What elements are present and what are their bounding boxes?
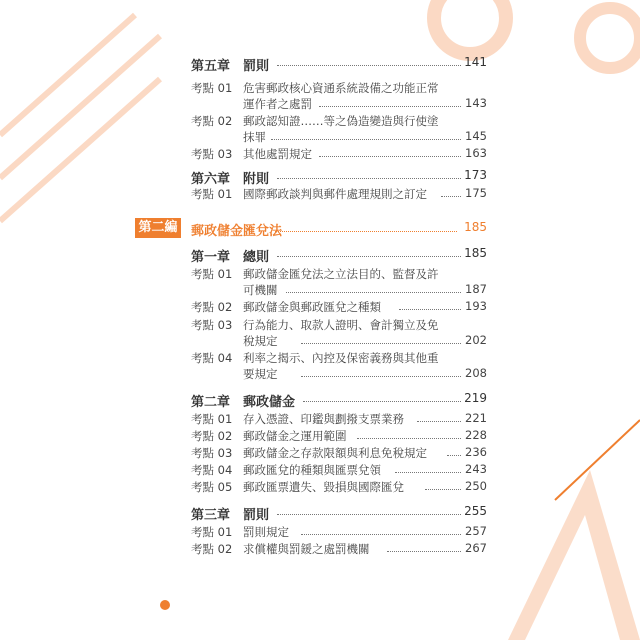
dot-leader [277, 178, 461, 179]
toc-entry[interactable] [191, 113, 487, 129]
toc-entry[interactable] [191, 317, 487, 333]
chapter-number: 第六章 [191, 172, 231, 187]
toc-entry[interactable] [191, 541, 487, 557]
chapter-number: 第二章 [191, 395, 231, 410]
dot-leader [441, 196, 461, 197]
page-number: 228 [465, 428, 487, 442]
dot-leader [301, 376, 461, 377]
toc-entry[interactable] [191, 524, 487, 540]
page-number: 267 [465, 541, 487, 555]
part-title: 郵政儲金匯兌法 [191, 224, 283, 239]
entry-title-cont: 可機關 [243, 283, 278, 297]
dot-leader [301, 343, 461, 344]
point-number: 考點 02 [191, 429, 233, 443]
dot-leader [277, 65, 461, 66]
toc-entry-continuation[interactable] [191, 129, 487, 145]
page-number: 257 [465, 524, 487, 538]
point-number: 考點 02 [191, 542, 233, 556]
chapter-number: 第五章 [191, 59, 231, 74]
entry-title: 郵政匯票遺失、毀損與國際匯兌 [243, 480, 404, 494]
chapter-3[interactable] [191, 504, 487, 523]
page-number: 141 [464, 55, 487, 69]
entry-title: 郵政儲金匯兌法之立法目的、監督及許 [243, 267, 439, 281]
page-number: 185 [464, 246, 487, 260]
dot-leader [271, 139, 461, 140]
entry-title: 求償權與罰鍰之處罰機關 [243, 542, 370, 556]
entry-title: 郵政認知證……等之偽造變造與行使塗 [243, 114, 439, 128]
dot-leader [319, 106, 461, 107]
toc-entry[interactable] [191, 299, 487, 315]
page-number: 145 [465, 129, 487, 143]
dot-leader [425, 489, 461, 490]
dot-leader [301, 534, 461, 535]
toc-entry[interactable] [191, 146, 487, 162]
point-number: 考點 02 [191, 300, 233, 314]
part-badge: 第二編 [135, 218, 181, 238]
dot-leader [286, 292, 461, 293]
entry-title: 郵政儲金之存款限額與利息免稅規定 [243, 446, 427, 460]
dot-leader [277, 256, 461, 257]
entry-title: 國際郵政談判與郵件處理規則之訂定 [243, 187, 427, 201]
chapter-title: 附則 [243, 172, 270, 187]
chapter-5[interactable] [191, 55, 487, 74]
point-number: 考點 01 [191, 267, 233, 281]
entry-title: 其他處罰規定 [243, 147, 312, 161]
dot-leader [395, 472, 461, 473]
toc-entry[interactable] [191, 428, 487, 444]
dot-leader [277, 514, 461, 515]
point-number: 考點 05 [191, 480, 233, 494]
entry-title: 罰則規定 [243, 525, 289, 539]
dot-leader [399, 309, 461, 310]
page-number: 143 [465, 96, 487, 110]
entry-title: 行為能力、取款人證明、會計獨立及免 [243, 318, 439, 332]
entry-title: 郵政儲金之運用範圍 [243, 429, 347, 443]
chapter-number: 第三章 [191, 508, 231, 523]
page-number: 185 [464, 220, 487, 234]
toc-entry[interactable] [191, 350, 487, 366]
dot-leader [275, 231, 457, 232]
page-number: 193 [465, 299, 487, 313]
page-number: 221 [465, 411, 487, 425]
page-number: 255 [464, 504, 487, 518]
page-number: 219 [464, 391, 487, 405]
entry-title-cont: 運作者之處罰 [243, 97, 312, 111]
point-number: 考點 01 [191, 187, 233, 201]
toc-entry[interactable] [191, 445, 487, 461]
dot-leader [357, 438, 461, 439]
entry-title: 利率之揭示、內控及保密義務與其他重 [243, 351, 439, 365]
entry-title: 存入憑證、印鑑與劃撥支票業務 [243, 412, 404, 426]
page-number: 236 [465, 445, 487, 459]
toc-entry-continuation[interactable] [191, 333, 487, 349]
point-number: 考點 04 [191, 351, 233, 365]
toc-entry[interactable] [191, 186, 487, 202]
toc-entry[interactable] [191, 266, 487, 282]
page-number: 187 [465, 282, 487, 296]
entry-title-cont: 稅規定 [243, 334, 278, 348]
point-number: 考點 03 [191, 318, 233, 332]
page-number: 175 [465, 186, 487, 200]
page-number: 202 [465, 333, 487, 347]
entry-title: 危害郵政核心資通系統設備之功能正常 [243, 81, 439, 95]
part-2-heading[interactable] [135, 218, 487, 238]
page-number: 163 [465, 146, 487, 160]
toc-entry-continuation[interactable] [191, 366, 487, 382]
page-number: 173 [464, 168, 487, 182]
point-number: 考點 03 [191, 147, 233, 161]
entry-title-cont: 要規定 [243, 367, 278, 381]
chapter-title: 罰則 [243, 59, 270, 74]
chapter-1[interactable] [191, 246, 487, 265]
dot-leader [319, 156, 461, 157]
dot-leader [387, 551, 461, 552]
dot-leader [303, 401, 461, 402]
toc-entry[interactable] [191, 479, 487, 495]
point-number: 考點 01 [191, 525, 233, 539]
page-number: 208 [465, 366, 487, 380]
chapter-title: 總則 [243, 250, 270, 265]
point-number: 考點 04 [191, 463, 233, 477]
entry-title: 郵政匯兌的種類與匯票兌領 [243, 463, 381, 477]
point-number: 考點 02 [191, 114, 233, 128]
toc-entry-continuation[interactable] [191, 96, 487, 112]
page-number: 243 [465, 462, 487, 476]
dot-leader [447, 455, 461, 456]
point-number: 考點 01 [191, 81, 233, 95]
chapter-title: 郵政儲金 [243, 395, 296, 410]
entry-title-cont: 抹罪 [243, 130, 266, 144]
toc-entry[interactable] [191, 411, 487, 427]
point-number: 考點 01 [191, 412, 233, 426]
chapter-6[interactable] [191, 168, 487, 187]
chapter-2[interactable] [191, 391, 487, 410]
toc-entry[interactable] [191, 462, 487, 478]
point-number: 考點 03 [191, 446, 233, 460]
chapter-title: 罰則 [243, 508, 270, 523]
page-number: 250 [465, 479, 487, 493]
dot-leader [417, 421, 461, 422]
chapter-number: 第一章 [191, 250, 231, 265]
toc-entry[interactable] [191, 80, 487, 96]
entry-title: 郵政儲金與郵政匯兌之種類 [243, 300, 381, 314]
toc-entry-continuation[interactable] [191, 282, 487, 298]
